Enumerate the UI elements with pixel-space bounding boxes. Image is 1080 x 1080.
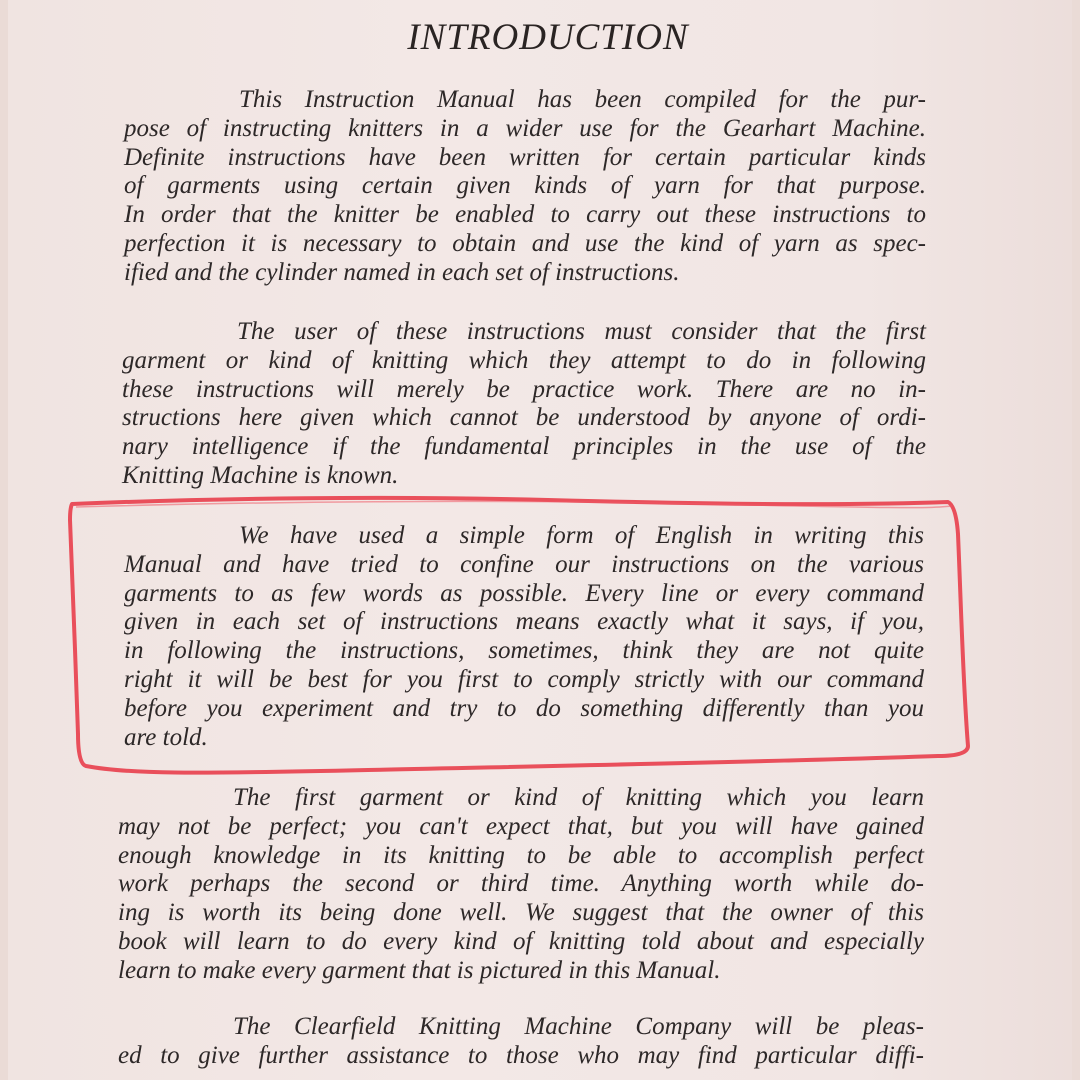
paragraph-line: are told. [124, 723, 208, 751]
paragraph-3-highlighted [124, 522, 924, 752]
paragraph-line: garments to as few words as possible. Every line or every command [124, 579, 924, 607]
paragraph-line: Definite instructions have been written for certain particular kinds [124, 143, 926, 171]
paragraph-line: before you experiment and try to do something differently than you [124, 694, 924, 722]
paragraph-line: The Clearfield Knitting Machine Company will be pleas- [233, 1013, 924, 1040]
paragraph-1 [124, 86, 926, 288]
paragraph-line: The first garment or kind of knitting which you learn [233, 784, 924, 811]
paragraph-line: perfection it is necessary to obtain and use the kind of yarn as spec- [124, 229, 926, 257]
paragraph-4 [118, 784, 924, 986]
paragraph-line: enough knowledge in its knitting to be able to accomplish perfect [118, 841, 924, 869]
paragraph-line: learn to make every garment that is pictured in this Manual. [118, 956, 721, 984]
paragraph-line: these instructions will merely be practice work. There are no in- [122, 375, 926, 403]
paragraph-line: of garments using certain given kinds of yarn for that purpose. [124, 172, 926, 200]
paragraph-line: book will learn to do every kind of knitting told about and especially [118, 927, 924, 955]
paragraph-line: ified and the cylinder named in each set of instructions. [124, 258, 680, 286]
paragraph-line: right it will be best for you first to comply strictly with our command [124, 665, 924, 693]
paragraph-line: given in each set of instructions means exactly what it says, if you, [124, 608, 924, 636]
paragraph-line: may not be perfect; you can't expect that, but you will have gained [118, 812, 924, 840]
paragraph-line: ed to give further assistance to those who may find particular diffi- [118, 1041, 924, 1069]
paragraph-5 [118, 1013, 924, 1071]
paragraph-line: work perhaps the second or third time. Anything worth while do- [118, 870, 924, 898]
paragraph-line: pose of instructing knitters in a wider use for the Gearhart Machine. [124, 114, 926, 142]
page-title: INTRODUCTION [407, 17, 689, 58]
paragraph-line: The user of these instructions must consider that the first [237, 318, 926, 345]
paragraph-line: ing is worth its being done well. We suggest that the owner of this [118, 899, 924, 927]
paragraph-line: in following the instructions, sometimes, think they are not quite [124, 637, 924, 665]
paragraph-line: Knitting Machine is known. [122, 461, 399, 489]
paragraph-line: We have used a simple form of English in writing this [239, 522, 924, 549]
paragraph-line: nary intelligence if the fundamental principles in the use of the [122, 433, 926, 461]
document-page [8, 0, 1072, 1080]
paragraph-2 [122, 318, 926, 491]
paragraph-line: structions here given which cannot be understood by anyone of ordi- [122, 404, 926, 432]
paragraph-line: In order that the knitter be enabled to carry out these instructions to [124, 201, 926, 229]
paragraph-line: Manual and have tried to confine our instructions on the various [124, 550, 924, 578]
paragraph-line: This Instruction Manual has been compiled for the pur- [239, 86, 926, 113]
paragraph-line: garment or kind of knitting which they attempt to do in following [122, 346, 926, 374]
